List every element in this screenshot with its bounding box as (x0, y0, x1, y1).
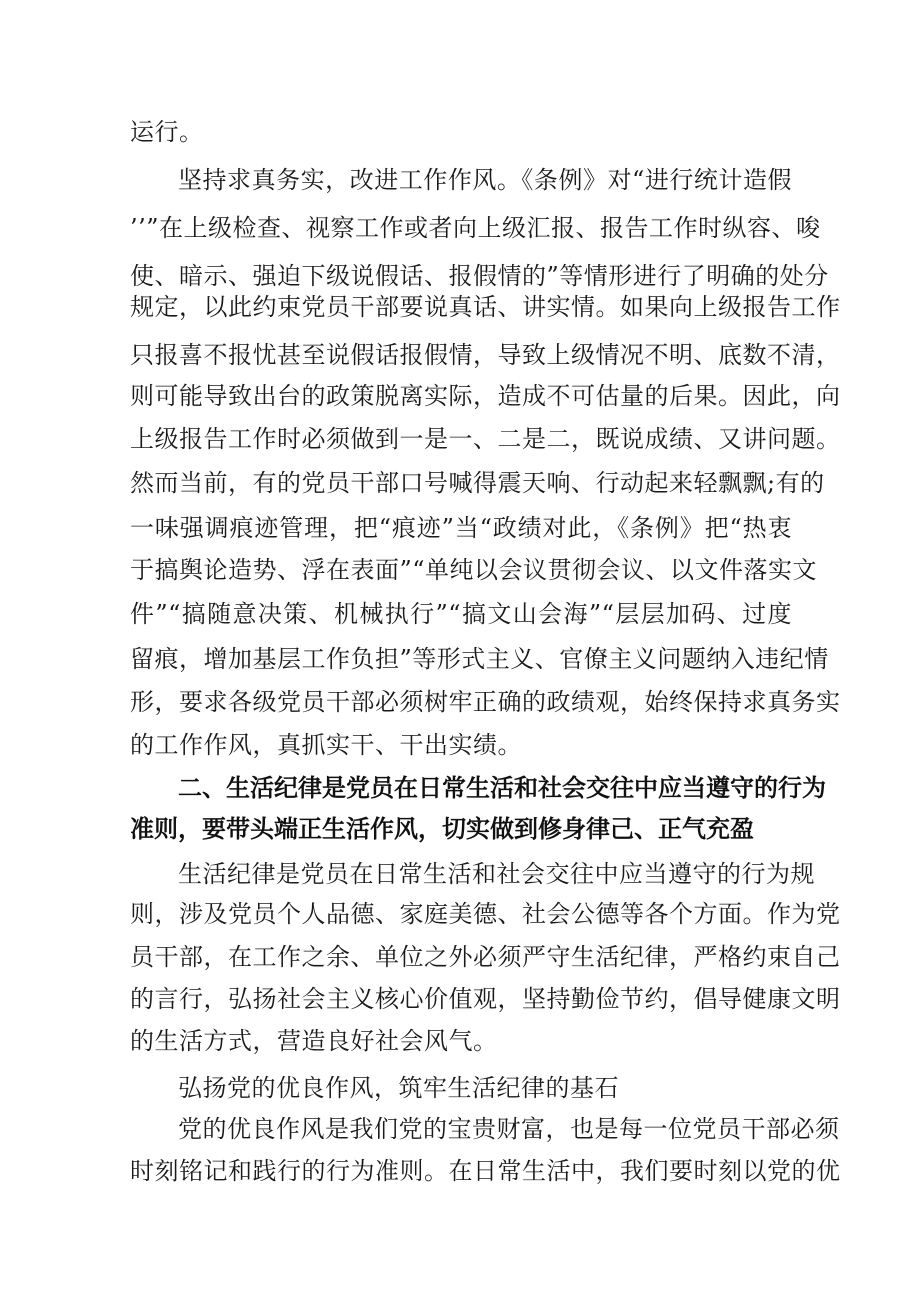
paragraph-first-line: 党的优良作风是我们党的宝贵财富，也是每一位党员干部必须 (178, 1115, 840, 1143)
body-text-line: 规定，以此约束党员干部要说真话、讲实情。如果向上级报告工作 (130, 293, 841, 321)
body-text-line: 留痕，增加基层工作负担”等形式主义、官僚主义问题纳入违纪情 (130, 645, 829, 673)
body-text-line: 则可能导致出台的政策脱离实际，造成不可估量的后果。因此，向 (130, 382, 841, 410)
body-text-line: 的生活方式，营造良好社会风气。 (130, 1027, 498, 1055)
body-text-line: 则，涉及党员个人品德、家庭美德、社会公德等各个方面。作为党 (130, 900, 841, 928)
body-text-line: 然而当前，有的党员干部口号喊得震天响、行动起来轻飘飘;有的 (130, 469, 825, 497)
body-text-line: ’’”在上级检查、视察工作或者向上级汇报、报告工作时纵容、唆 (130, 214, 821, 242)
paragraph-first-line: 坚持求真务实，改进工作作风。《条例》对“进行统计造假 (178, 166, 792, 194)
body-text-line: 使、暗示、强迫下级说假话、报假情的”等情形进行了明确的处分 (130, 262, 829, 290)
body-text-line: 时刻铭记和践行的行为准则。在日常生活中，我们要时刻以党的优 (130, 1157, 841, 1185)
body-text-line: 只报喜不报忧甚至说假话报假情，导致上级情况不明、底数不清， (130, 341, 841, 369)
body-text-line: 形，要求各级党员干部必须树牢正确的政绩观，始终保持求真务实 (130, 688, 841, 716)
body-text-line: 件”“搞随意决策、机械执行”“搞文山会海”“层层加码、过度 (130, 600, 792, 628)
body-text-line: 的工作作风，真抓实干、干出实绩。 (130, 731, 522, 759)
section-heading: 二、生活纪律是党员在日常生活和社会交往中应当遵守的行为 (178, 774, 826, 802)
subheading: 弘扬党的优良作风，筑牢生活纪律的基石 (178, 1074, 619, 1102)
body-text-line: 于搞舆论造势、浮在表面”“单纯以会议贯彻会议、以文件落实文 (130, 556, 818, 584)
body-text-line: 的言行，弘扬社会主义核心价值观，坚持勤俭节约，倡导健康文明 (130, 985, 841, 1013)
paragraph-first-line: 生活纪律是党员在日常生活和社会交往中应当遵守的行为规 (178, 860, 815, 888)
body-text-line: 上级报告工作时必须做到一是一、二是二，既说成绩、又讲问题。 (130, 425, 841, 453)
body-text-line: 运行。 (130, 118, 204, 146)
section-heading: 准则，要带头端正生活作风，切实做到修身律己、正气充盈 (130, 815, 754, 843)
body-text-line: 员干部，在工作之余、单位之外必须严守生活纪律，严格约束自己 (130, 943, 841, 971)
body-text-line: 一味强调痕迹管理，把“痕迹”当“政绩对此，《条例》把“热衷 (130, 514, 792, 542)
